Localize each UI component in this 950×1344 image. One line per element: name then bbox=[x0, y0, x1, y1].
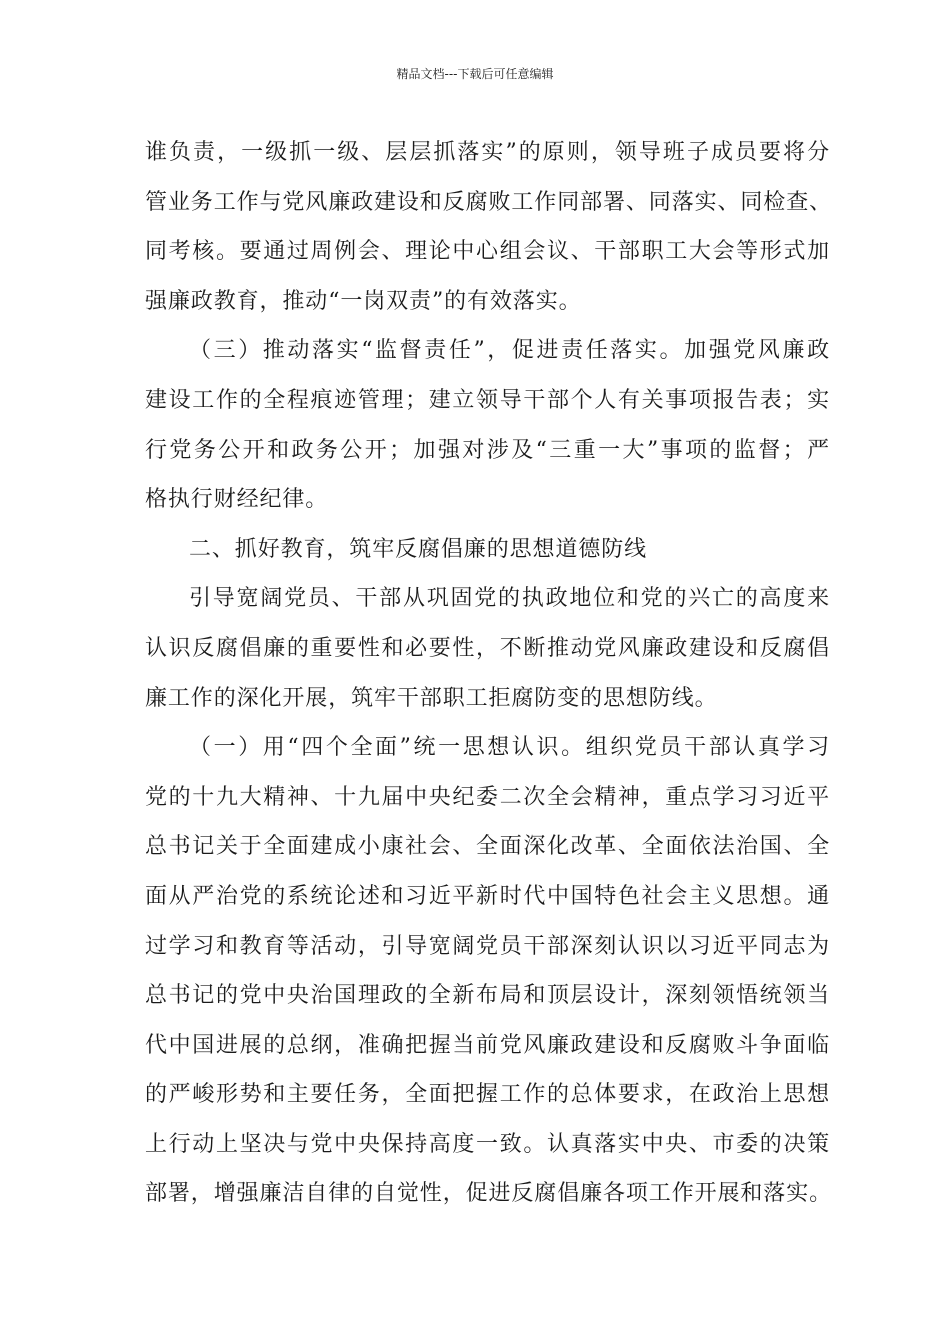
text-line: 部署，增强廉洁自律的自觉性，促进反腐倡廉各项工作开展和落实。 bbox=[145, 1181, 833, 1207]
text-line: 管业务工作与党风廉政建设和反腐败工作同部署、同落实、同检查、 bbox=[145, 189, 833, 215]
text-line: （三）推动落实“监督责任”，促进责任落实。加强党风廉政 bbox=[189, 338, 830, 364]
text-line: 代中国进展的总纲，准确把握当前党风廉政建设和反腐败斗争面临 bbox=[145, 1032, 830, 1058]
text-line: 党的十九大精神、十九届中央纪委二次全会精神，重点学习习近平 bbox=[145, 784, 830, 810]
text-line: 认识反腐倡廉的重要性和必要性，不断推动党风廉政建设和反腐倡 bbox=[145, 635, 830, 661]
text-line: 引导宽阔党员、干部从巩固党的执政地位和党的兴亡的高度来 bbox=[189, 586, 830, 612]
text-line: 总书记关于全面建成小康社会、全面深化改革、全面依法治国、全 bbox=[145, 834, 830, 860]
section-heading: 二、抓好教育，筑牢反腐倡廉的思想道德防线 bbox=[189, 536, 648, 562]
text-line: 格执行财经纪律。 bbox=[145, 487, 329, 513]
text-line: 谁负责，一级抓一级、层层抓落实”的原则，领导班子成员要将分 bbox=[145, 140, 830, 165]
text-line: 的严峻形势和主要任务，全面把握工作的总体要求，在政治上思想 bbox=[145, 1082, 830, 1108]
document-body bbox=[145, 128, 833, 1219]
text-line: 行党务公开和政务公开；加强对涉及“三重一大”事项的监督；严 bbox=[145, 437, 830, 463]
text-line: 同考核。要通过周例会、理论中心组会议、干部职工大会等形式加 bbox=[145, 239, 830, 265]
text-line: 上行动上坚决与党中央保持高度一致。认真落实中央、市委的决策 bbox=[145, 1131, 830, 1157]
text-line: 面从严治党的系统论述和习近平新时代中国特色社会主义思想。通 bbox=[145, 883, 830, 909]
text-line: 廉工作的深化开展，筑牢干部职工拒腐防变的思想防线。 bbox=[145, 685, 718, 711]
text-line: （一）用“四个全面”统一思想认识。组织党员干部认真学习 bbox=[189, 735, 830, 761]
page-header: 精品文档---下载后可任意编辑 bbox=[396, 67, 554, 81]
text-line: 过学习和教育等活动，引导宽阔党员干部深刻认识以习近平同志为 bbox=[145, 933, 830, 959]
text-line: 强廉政教育，推动“一岗双责”的有效落实。 bbox=[145, 288, 582, 314]
text-line: 总书记的党中央治国理政的全新布局和顶层设计，深刻领悟统领当 bbox=[145, 983, 830, 1009]
text-line: 建设工作的全程痕迹管理；建立领导干部个人有关事项报告表；实 bbox=[145, 387, 830, 413]
